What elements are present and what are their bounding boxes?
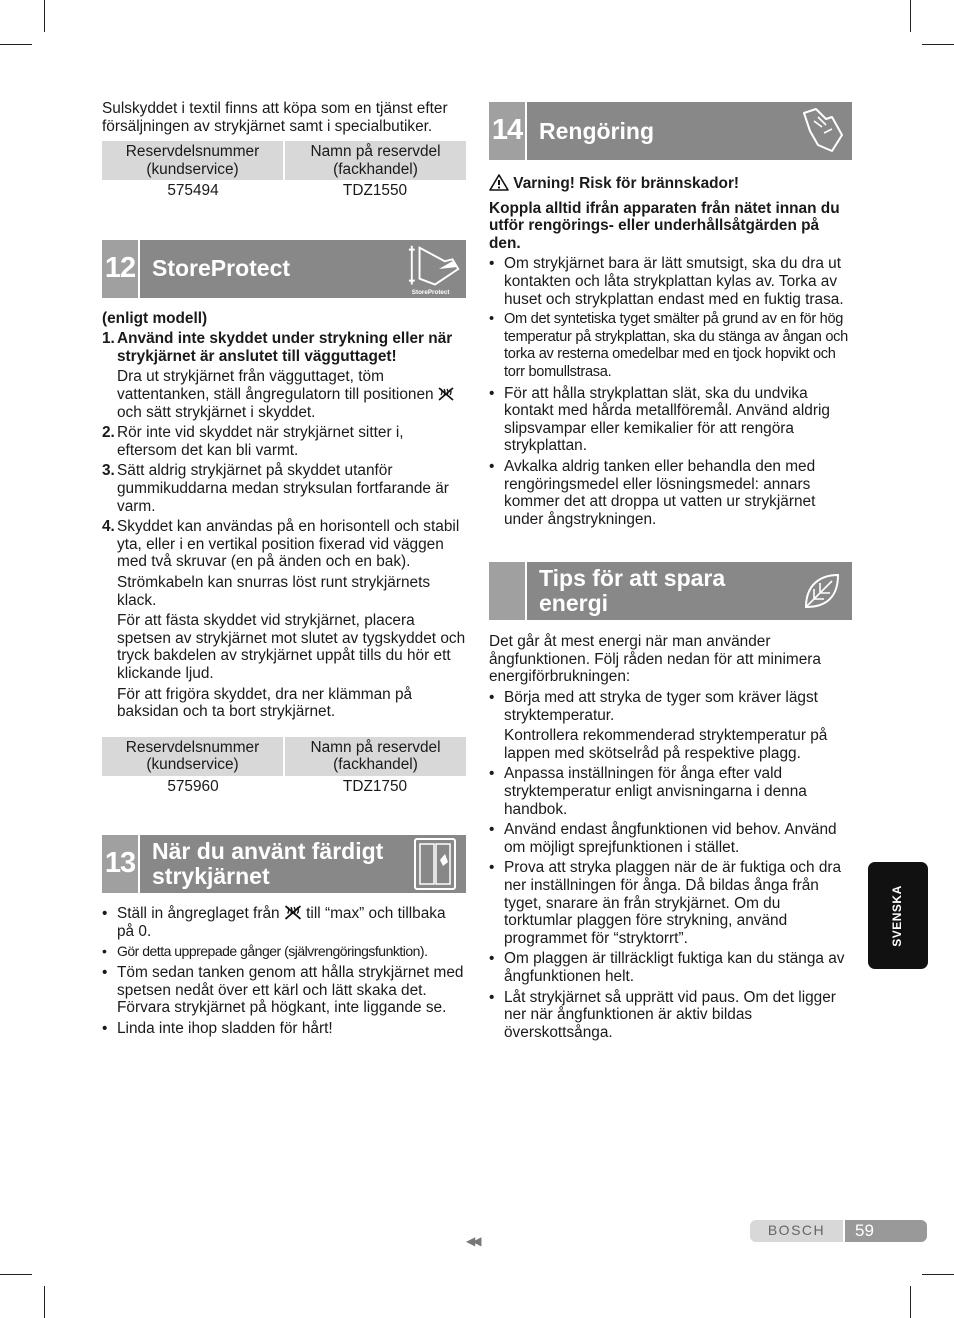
table-cell: 575960 [167,777,219,795]
warning-icon [489,174,509,191]
energy-list [489,689,852,1041]
svg-text:StoreProtect: StoreProtect [411,288,450,296]
section-12-header [102,240,466,298]
section-12-body [102,310,466,721]
storeprotect-icon [406,240,466,298]
section-title: StoreProtect [152,255,291,282]
section-title: När du använt färdigt strykjärnet [152,838,384,890]
list-item: 3. Sätt aldrig strykjärnet på skyddet utanför gummikuddarna medan stryksulan fortfarande är varm. [102,462,449,515]
list-item: • Töm sedan tanken genom att hålla strykjärnet med spetsen nedåt över ett kärl och lätt skaka det. Förvara strykjärnet på högkant, inte liggande se. [102,964,466,1017]
cleaning-hand-icon [792,102,852,160]
list-item: 2. Rör inte vid skyddet när strykjärnet sitter i, eftersom det kan bli varmt. [102,424,404,459]
spare-parts-table-1 [102,141,466,200]
list-item: • Gör detta upprepade gånger (självrengöringsfunktion). [102,943,466,961]
crop-mark [0,44,32,45]
no-steam-icon [284,905,302,920]
crop-mark [922,44,954,45]
numbered-list [102,330,466,720]
no-steam-icon [438,387,454,401]
list-subtext: Dra ut strykjärnet från vägguttaget, töm vattentanken, ställ ångregulatorn till positionen och sätt strykjärnet i skyddet. [117,368,466,421]
list-item: • Om plaggen är tillräckligt fuktiga kan du stänga av ångfunktionen helt. [489,950,852,985]
energy-intro: Det går åt mest energi när man använder ångfunktionen. Följ råden nedan för att minimera energiförbrukningen: [489,633,821,686]
language-tab [868,862,928,969]
list-item: • Börja med att stryka de tyger som kräver lägst stryktemperatur. Kontrollera rekommenderad stryktemperatur på lappen med skötselråd på respektive plagg. [489,689,852,762]
intro-text: Sulskyddet i textil finns att köpa som en tjänst efter försäljningen av strykjärnet samt i specialbutiker. [102,100,448,135]
section-14-header [489,102,852,160]
list-item: • För att hålla strykplattan slät, ska du undvika kontakt med hårda metallföremål. Använd aldrig slipsvampar eller kemikalier för att rengöra strykplattan. [489,385,852,455]
section-number: 12 [102,240,140,298]
list-item: • Låt strykjärnet så upprätt vid paus. Om det ligger ner när ångfunktionen är aktiv bildas överskottsånga. [489,989,852,1042]
list-item: • Ställ in ångreglaget från till “max” och tillbaka på 0. [102,905,466,940]
crop-mark [44,0,45,32]
leaf-icon [792,562,852,620]
table-cell: TDZ1550 [342,182,408,200]
crop-mark [44,1286,45,1318]
crop-mark [910,1286,911,1318]
language-label: SVENSKA [890,884,905,947]
list-number: 1. [102,330,115,348]
list-item: • Om strykjärnet bara är lätt smutsigt, ska du dra ut kontakten och låta strykplattan kylas av. Torka av huset och strykplattan endast med en fuktig trasa. [489,255,852,308]
section-number: 14 [489,102,527,160]
crop-mark [0,1274,32,1275]
warning-text: Varning! Risk för brännskador! [513,175,740,192]
list-item [102,330,466,421]
cabinet-icon [406,835,466,893]
energy-header [489,562,852,620]
crop-mark [910,0,911,32]
table-header: Namn på reservdel (fackhandel) [284,141,466,180]
list-item: • Använd endast ångfunktionen vid behov. Använd om möjligt sprejfunktionen i stället. [489,821,852,856]
section-title: Rengöring [539,117,654,144]
section-number-blank [489,562,527,620]
table-header: Reservdelsnummer (kundservice) [102,737,284,776]
table-cell: 575494 [167,182,219,200]
table-header: Reservdelsnummer (kundservice) [102,141,284,180]
crop-mark [922,1274,954,1275]
page-footer [750,1220,927,1242]
spare-parts-table-2 [102,737,466,796]
list-item: • Avkalka aldrig tanken eller behandla den med rengöringsmedel eller lösningsmedel: annars kommer det att droppa ut vatten ur strykjärnet under ångstrykningen. [489,458,852,528]
back-arrows-icon: ◀◀ [466,1234,479,1248]
brand-name: BOSCH [750,1220,843,1242]
page-number: 59 [843,1220,927,1242]
table-header: Namn på reservdel (fackhandel) [284,737,466,776]
left-column [102,100,466,1040]
section-14-list [489,255,852,528]
right-column [489,102,852,1044]
table-cell: TDZ1750 [342,777,408,795]
list-item: • Prova att stryka plaggen när de är fuktiga och dra ner inställningen för ånga. Då bildas ånga från tyget, snarare än från strykjärnet. Om du torktumlar plaggen före strykning, använd programmet för “stryktorrt”. [489,859,852,947]
list-item: • Om det syntetiska tyget smälter på grund av en för hög temperatur på strykplattan, ska du stänga av ångan och torka av resterna omedelbar med en tjock hopvikt och torr bomullstrasa. [489,311,852,381]
disconnect-note: Koppla alltid ifrån apparaten från nätet innan du utför rengörings- eller underhållsåtgärden på den. [489,199,840,252]
list-item: • Anpassa inställningen för ånga efter vald stryktemperatur enligt anvisningarna i denna handbok. [489,765,852,818]
section-number: 13 [102,835,140,893]
list-item: • Linda inte ihop sladden för hårt! [102,1020,466,1038]
list-item: 4. Skyddet kan användas på en horisontell och stabil yta, eller i en vertikal position fixerad vid väggen med två skruvar (en på änden och en bak). Strömkabeln kan snurras löst runt strykjärnets klack. För att fästa skyddet vid strykjärnet, placera spetsen av strykjärnet mot slutet av tygskyddet och tryck bakdelen av strykjärnet uppåt tills du hör ett klickande ljud. För att frigöra skyddet, dra ner klämman på baksidan och ta bort strykjärnet. [102,518,466,721]
list-bold-text: Använd inte skyddet under strykning eller när strykjärnet är anslutet till vägguttaget! [117,330,453,365]
section-title: Tips för att spara energi [539,565,726,617]
section-13-list [102,905,466,1037]
warning-line [489,174,852,193]
section-13-header [102,835,466,893]
model-note: (enligt modell) [102,309,208,327]
